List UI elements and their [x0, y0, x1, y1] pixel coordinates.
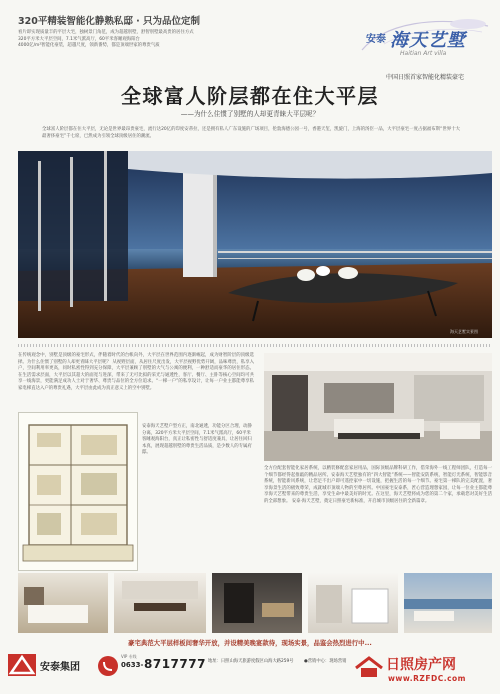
gallery-photo-dining: [114, 573, 206, 633]
hero-caption: 海天艺墅实景图: [450, 329, 478, 334]
photo-gallery: [18, 573, 492, 633]
floor-plan: [18, 412, 138, 571]
sales-note: ●营销中心：现场营销: [304, 659, 347, 664]
site-name: 日照房产网: [386, 657, 456, 673]
gallery-photo-terrace: [404, 573, 492, 633]
company-logo-icon: [8, 654, 36, 676]
divider: [18, 344, 492, 347]
promo-banner: 豪宅典范大平层样板间奢华开放，并设精美晚宴款待，现场实景，品鉴会热烈进行中...: [128, 639, 372, 647]
intro-paragraph: 全球富人阶层都在住大平层，无论是世界最昂贵豪宅，流行达20亿的印度安蒂拉，还是拥有私人广东设施的广场项目，伦敦海德公园一号，香港天玺，凯旋门，上海的汤臣一品，大平层豪宅一度占据福布斯“世界十大最奢侈豪宅”千七席，已然成为引领全球顶级居住的潮流。: [42, 127, 460, 139]
logo-brand-script: 海天艺墅: [390, 30, 466, 51]
header-bullet: 4000亿/m²智能化豪装，超越尺度，领新番势，都是顶端世家的尊贵气质: [18, 43, 160, 49]
logo-tagline: 中国日照首家智能化精装豪宅: [385, 74, 464, 81]
header-title: 320平精装智能化静熟私邸 · 只为品位定制: [18, 16, 201, 27]
right-article-text: 全方位配套智能化家居系统，以精装修配套家居用品，国际顶级品牌科研工作，借荣海外一线工程师团队，打造每一个细节都经得起推敲的精品居所。安泰海天艺墅独有的“四大智能”系统——智能安防系统，智能灯光系统，智能影音系统，智能新风系统，让您足不出户即可遥控家中一切设施，把握生活的每一个细节。豪宅第一梯队的完美配置，奢享海景生活的极致尊荣，成就城市顶端人物的至尊居所。中国豪宅安泰系，匠心营造理想家园，让每一位业主都能尊享海天艺墅带来的尊贵生活，享受生命中最美好的时光。在这里，海天艺墅将成为您的第二个家，承载您对美好生活的全部想象。 安泰·海天艺墅，奠定日照豪宅新标准，开启城市顶级居住的全新篇章。: [264, 466, 492, 504]
unit-description: 安泰海天艺墅户型方正，南北通透，功能分区合理，动静分离，320平方米大平层空间，7.1米气派高厅，60平米客睡观海阳台，真正让私密性与舒适度兼具，让居住回归本真，展现超越别墅的尊贵生活品质，是少数人的专属府邸。: [142, 424, 252, 456]
phone-prefix: 0633-: [121, 661, 144, 669]
phone-icon: [98, 656, 118, 676]
house-logo-icon: [354, 656, 384, 678]
header-bullet: 看片即实现质量丰的平层大宅，独树景门角范，成为超越别墅，舒智别墅最高贵的居住方式: [18, 30, 194, 35]
site-url[interactable]: www.RZFDC.com: [388, 674, 466, 683]
address-text: 地址：日照山海天旅游度假区山海大路259号: [208, 659, 294, 664]
logo-brand-en: Haitian Art villa: [400, 50, 447, 57]
footer: [8, 650, 496, 688]
hero-image: [18, 151, 492, 338]
header-bullet: 320平方米大平层空间，7.1米气派高厅，60平米客睡观海阳台: [18, 36, 140, 42]
company-name: 安泰集团: [40, 662, 80, 673]
subheadline: ——为什么住惯了别墅的人却更青睐大平层呢？: [180, 110, 320, 118]
gallery-photo-bathroom: [308, 573, 398, 633]
headline: 全球富人阶层都在住大平层: [121, 84, 379, 108]
header-bullets: [18, 30, 278, 50]
living-room-photo: [264, 353, 492, 461]
gallery-photo-study: [212, 573, 302, 633]
hotline-label: VIP 专线: [121, 654, 137, 659]
left-article-text: 在传统观念中，别墅是顶级的豪宅形式，伴随着时代的台帐向外，大平层在世界范围内逐渐崛起，成为财智阶层的顶级选择。为什么住惯了别墅的人却更青睐大平层呢？ 从视野层面，从居住尺度出发，大平层视野优势开阔，品味尊贵，私享入户，空间利用率更高，同时私密性得到充分保障，大平层兼顾了别墅的大气与公寓的便利，一种舒适而豪华的居住形态。在生活需求层面，大平层以其超大的面宽与进深，带来了无可比拟的采光与通透性，客厅、餐厅、主卧等核心空间均可共享一线海景，更能满足成功人士对于奢华、尊贵与品位的全方位追求。“一梯一户”的私享设计，让每一户业主都能尊享私家电梯直达入户的尊贵礼遇，大平层由此成为真正意义上的空中别墅。: [18, 353, 254, 391]
phone-number: 8717777: [144, 657, 206, 671]
logo-brand-small: 安泰: [366, 34, 386, 45]
gallery-photo-bedroom: [18, 573, 108, 633]
